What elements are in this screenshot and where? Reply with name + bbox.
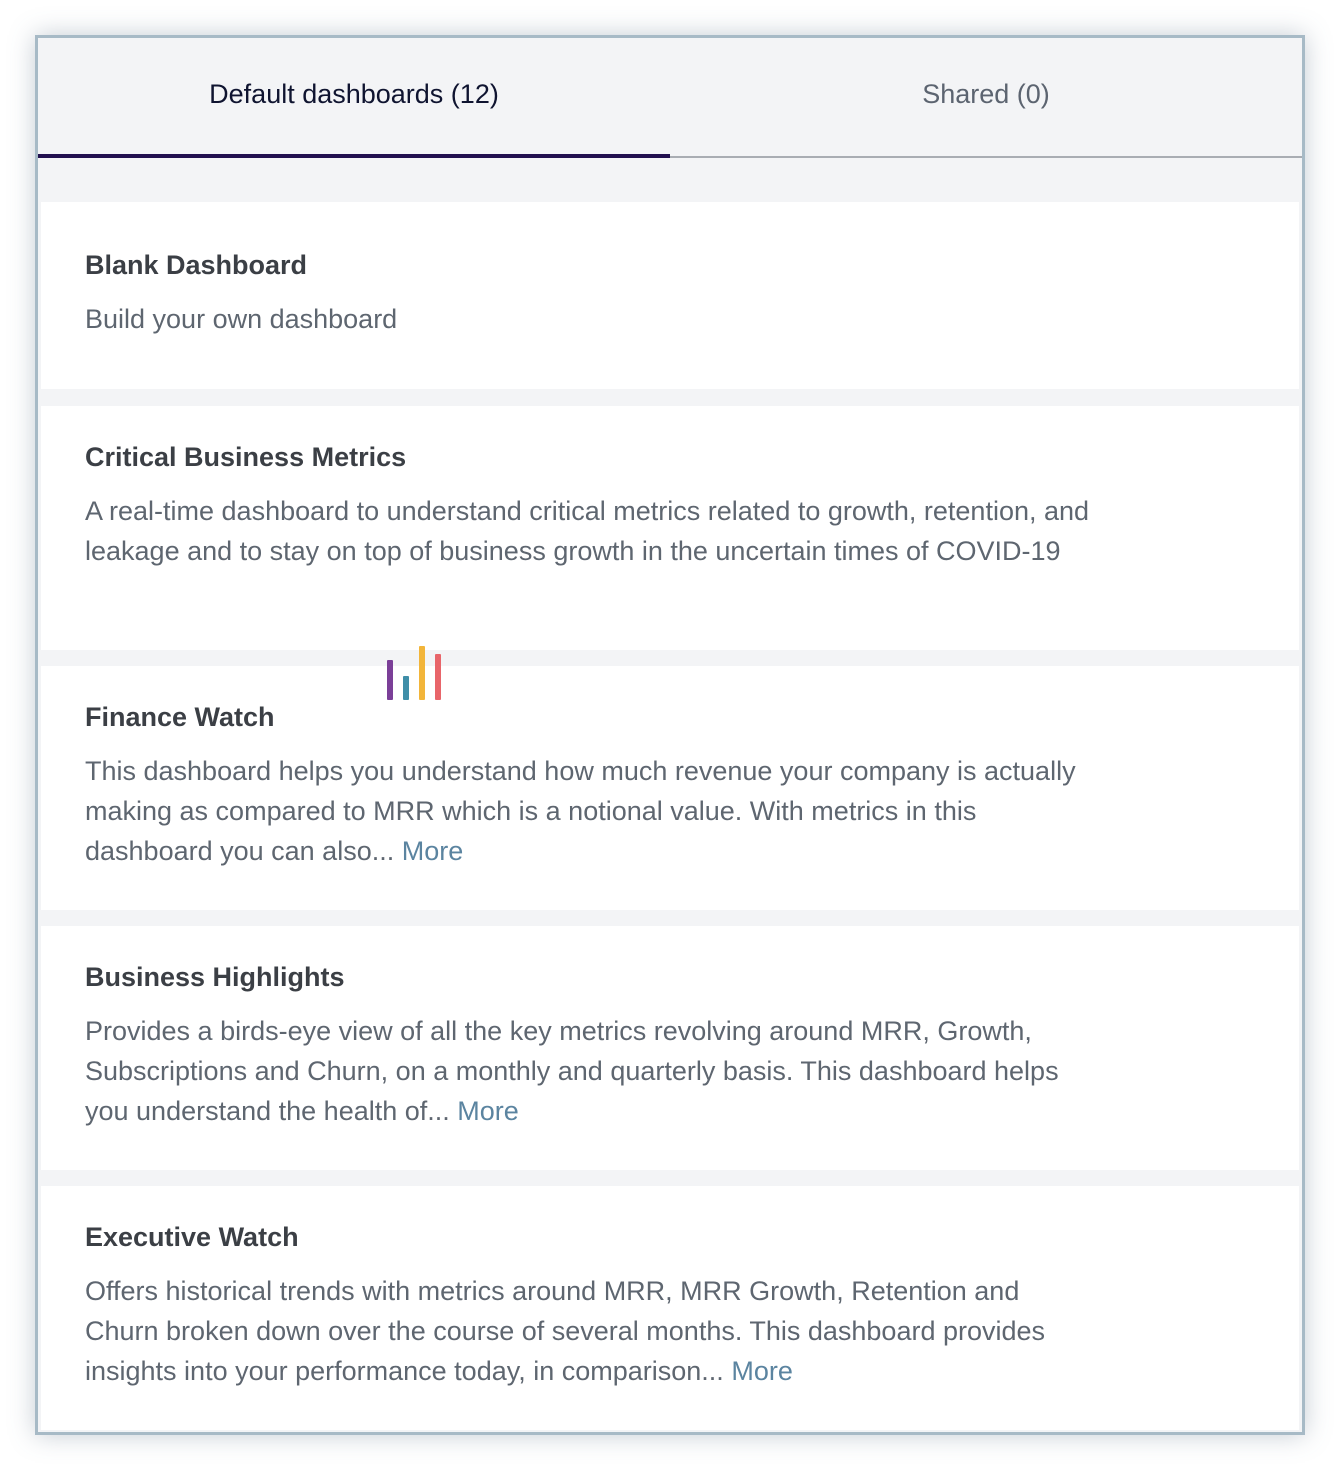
- card-title: Business Highlights: [85, 962, 345, 992]
- more-link[interactable]: More: [457, 1096, 519, 1126]
- dashboard-card-executive-watch[interactable]: [41, 1186, 1299, 1430]
- loader-bar: [419, 646, 425, 700]
- dashboard-picker-panel: [35, 35, 1305, 1435]
- card-description: Build your own dashboard: [85, 304, 398, 334]
- bar-chart-loader-icon: [386, 646, 446, 706]
- dashboard-card-critical-business-metrics[interactable]: [41, 406, 1299, 650]
- card-description-text: This dashboard helps you understand how much revenue your company is actually making as compared to MRR which is a notional value. With metrics in this dashboard you can also...: [85, 756, 1076, 866]
- dashboard-card-finance-watch[interactable]: [41, 666, 1299, 910]
- card-title: Critical Business Metrics: [85, 442, 407, 472]
- card-description: [85, 1011, 1095, 1131]
- loader-bar: [403, 676, 409, 700]
- tab-shared[interactable]: Shared (0): [922, 78, 1050, 109]
- card-description: [85, 1271, 1095, 1391]
- card-description: A real-time dashboard to understand critical metrics related to growth, retention, and leakage and to stay on top of business growth in the uncertain times of COVID-19: [85, 496, 1090, 566]
- loader-bar: [387, 660, 393, 700]
- card-description-text: Offers historical trends with metrics around MRR, MRR Growth, Retention and Churn broken down over the course of several months. This dashboard provides insights into your performance today, in comparison...: [85, 1276, 1046, 1386]
- tab-default-dashboards[interactable]: Default dashboards (12): [38, 38, 670, 156]
- card-description: [85, 751, 1095, 871]
- dashboard-card-business-highlights[interactable]: [41, 926, 1299, 1170]
- card-description-text: Provides a birds-eye view of all the key metrics revolving around MRR, Growth, Subscriptions and Churn, on a monthly and quarterly basis. This dashboard helps you understand the health of...: [85, 1016, 1059, 1126]
- more-link[interactable]: More: [401, 836, 464, 866]
- dashboard-card-blank[interactable]: [41, 202, 1299, 389]
- tab-bar: [38, 38, 1302, 158]
- card-title: Executive Watch: [85, 1222, 299, 1252]
- card-title: Blank Dashboard: [85, 250, 308, 280]
- more-link[interactable]: More: [731, 1356, 793, 1386]
- card-title: Finance Watch: [85, 702, 275, 732]
- loader-bar: [435, 654, 441, 700]
